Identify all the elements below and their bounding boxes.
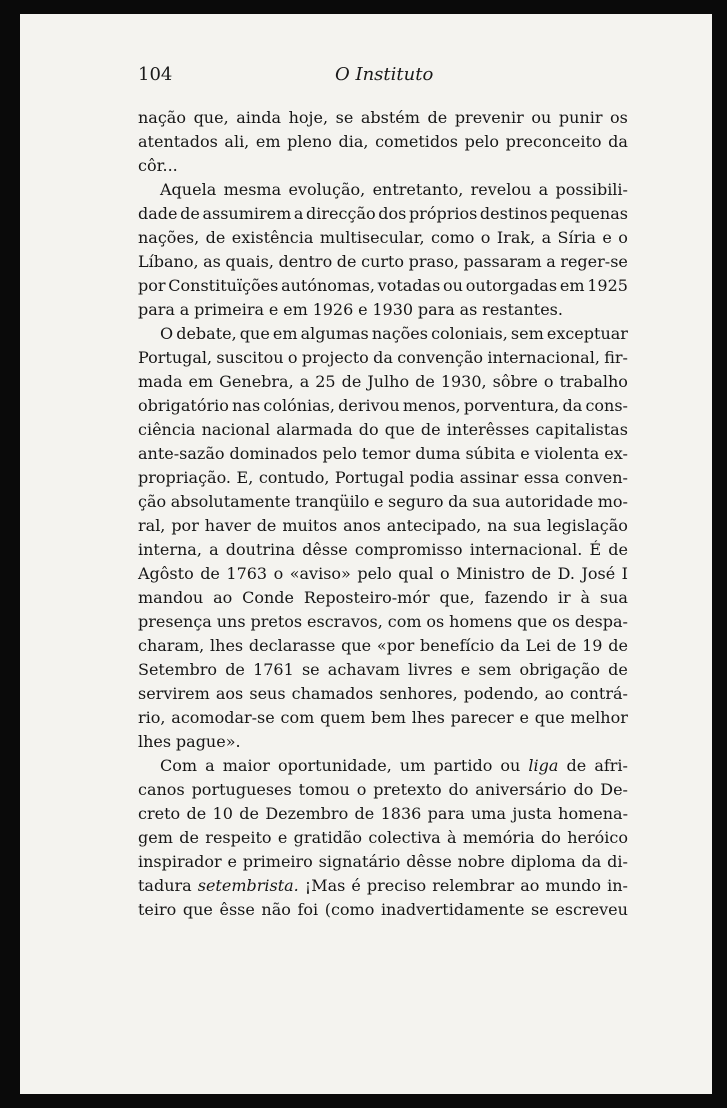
text-line: rio, acomodar-se com quem bem lhes parecer e que melhor xyxy=(138,708,628,727)
text-line: Portugal, suscitou o projecto da convenção internacional, fir- xyxy=(138,348,628,367)
text-line: canos portugueses tomou o pretexto do aniversário do De- xyxy=(138,780,628,799)
text-line: presença uns pretos escravos, com os homens que os despa- xyxy=(138,612,628,631)
text-line: creto de 10 de Dezembro de 1836 para uma justa homena- xyxy=(138,804,628,823)
text-line: nações, de existência multisecular, como o Irak, a Síria e o xyxy=(138,228,628,247)
running-title: O Instituto xyxy=(335,64,434,85)
text-line: ção absolutamente tranqüilo e seguro da sua autoridade mo- xyxy=(138,492,628,511)
text-line: ral, por haver de muitos anos antecipado, na sua legislação xyxy=(138,516,628,535)
body-text xyxy=(138,106,628,922)
text-line: côr... xyxy=(138,156,178,175)
text-line: charam, lhes declarasse que «por benefício da Lei de 19 de xyxy=(138,636,628,655)
text-line: Com a maior oportunidade, um partido ou liga de afri- xyxy=(160,756,628,775)
text-line: interna, a doutrina dêsse compromisso internacional. É de xyxy=(138,540,628,559)
text-line: mandou ao Conde Reposteiro-mór que, fazendo ir à sua xyxy=(138,588,628,607)
text-line: ciência nacional alarmada do que de interêsses capitalistas xyxy=(138,420,628,439)
text-line: ante-sazão dominados pelo temor duma súbita e violenta ex- xyxy=(138,444,628,463)
text-line: inspirador e primeiro signatário dêsse nobre diploma da di- xyxy=(138,852,628,871)
text-line: tadura setembrista. ¡Mas é preciso relembrar ao mundo in- xyxy=(138,876,628,895)
text-line: atentados ali, em pleno dia, cometidos pelo preconceito da xyxy=(138,132,628,151)
text-line: por Constituïções autónomas, votadas ou outorgadas em 1925 xyxy=(138,276,628,295)
text-line: teiro que êsse não foi (como inadvertidamente se escreveu xyxy=(138,900,628,919)
text-line: Aquela mesma evolução, entretanto, revelou a possibili- xyxy=(160,180,628,199)
text-line: nação que, ainda hoje, se abstém de prevenir ou punir os xyxy=(138,108,628,127)
text-line: para a primeira e em 1926 e 1930 para as restantes. xyxy=(138,300,563,319)
page-number: 104 xyxy=(138,64,173,85)
text-line: O debate, que em algumas nações coloniais, sem exceptuar xyxy=(160,324,628,343)
page-header xyxy=(20,64,712,94)
text-line: lhes pague». xyxy=(138,732,241,751)
text-line: mada em Genebra, a 25 de Julho de 1930, sôbre o trabalho xyxy=(138,372,628,391)
text-line: dade de assumirem a direcção dos próprios destinos pequenas xyxy=(138,204,628,223)
text-line: Agôsto de 1763 o «aviso» pelo qual o Ministro de D. José I xyxy=(138,564,628,583)
text-line: propriação. E, contudo, Portugal podia assinar essa conven- xyxy=(138,468,628,487)
text-line: servirem aos seus chamados senhores, podendo, ao contrá- xyxy=(138,684,628,703)
text-line: Setembro de 1761 se achavam livres e sem obrigação de xyxy=(138,660,628,679)
text-line: obrigatório nas colónias, derivou menos, porventura, da cons- xyxy=(138,396,628,415)
text-line: Líbano, as quais, dentro de curto praso, passaram a reger-se xyxy=(138,252,628,271)
book-page xyxy=(20,14,712,1094)
text-line: gem de respeito e gratidão colectiva à memória do heróico xyxy=(138,828,628,847)
